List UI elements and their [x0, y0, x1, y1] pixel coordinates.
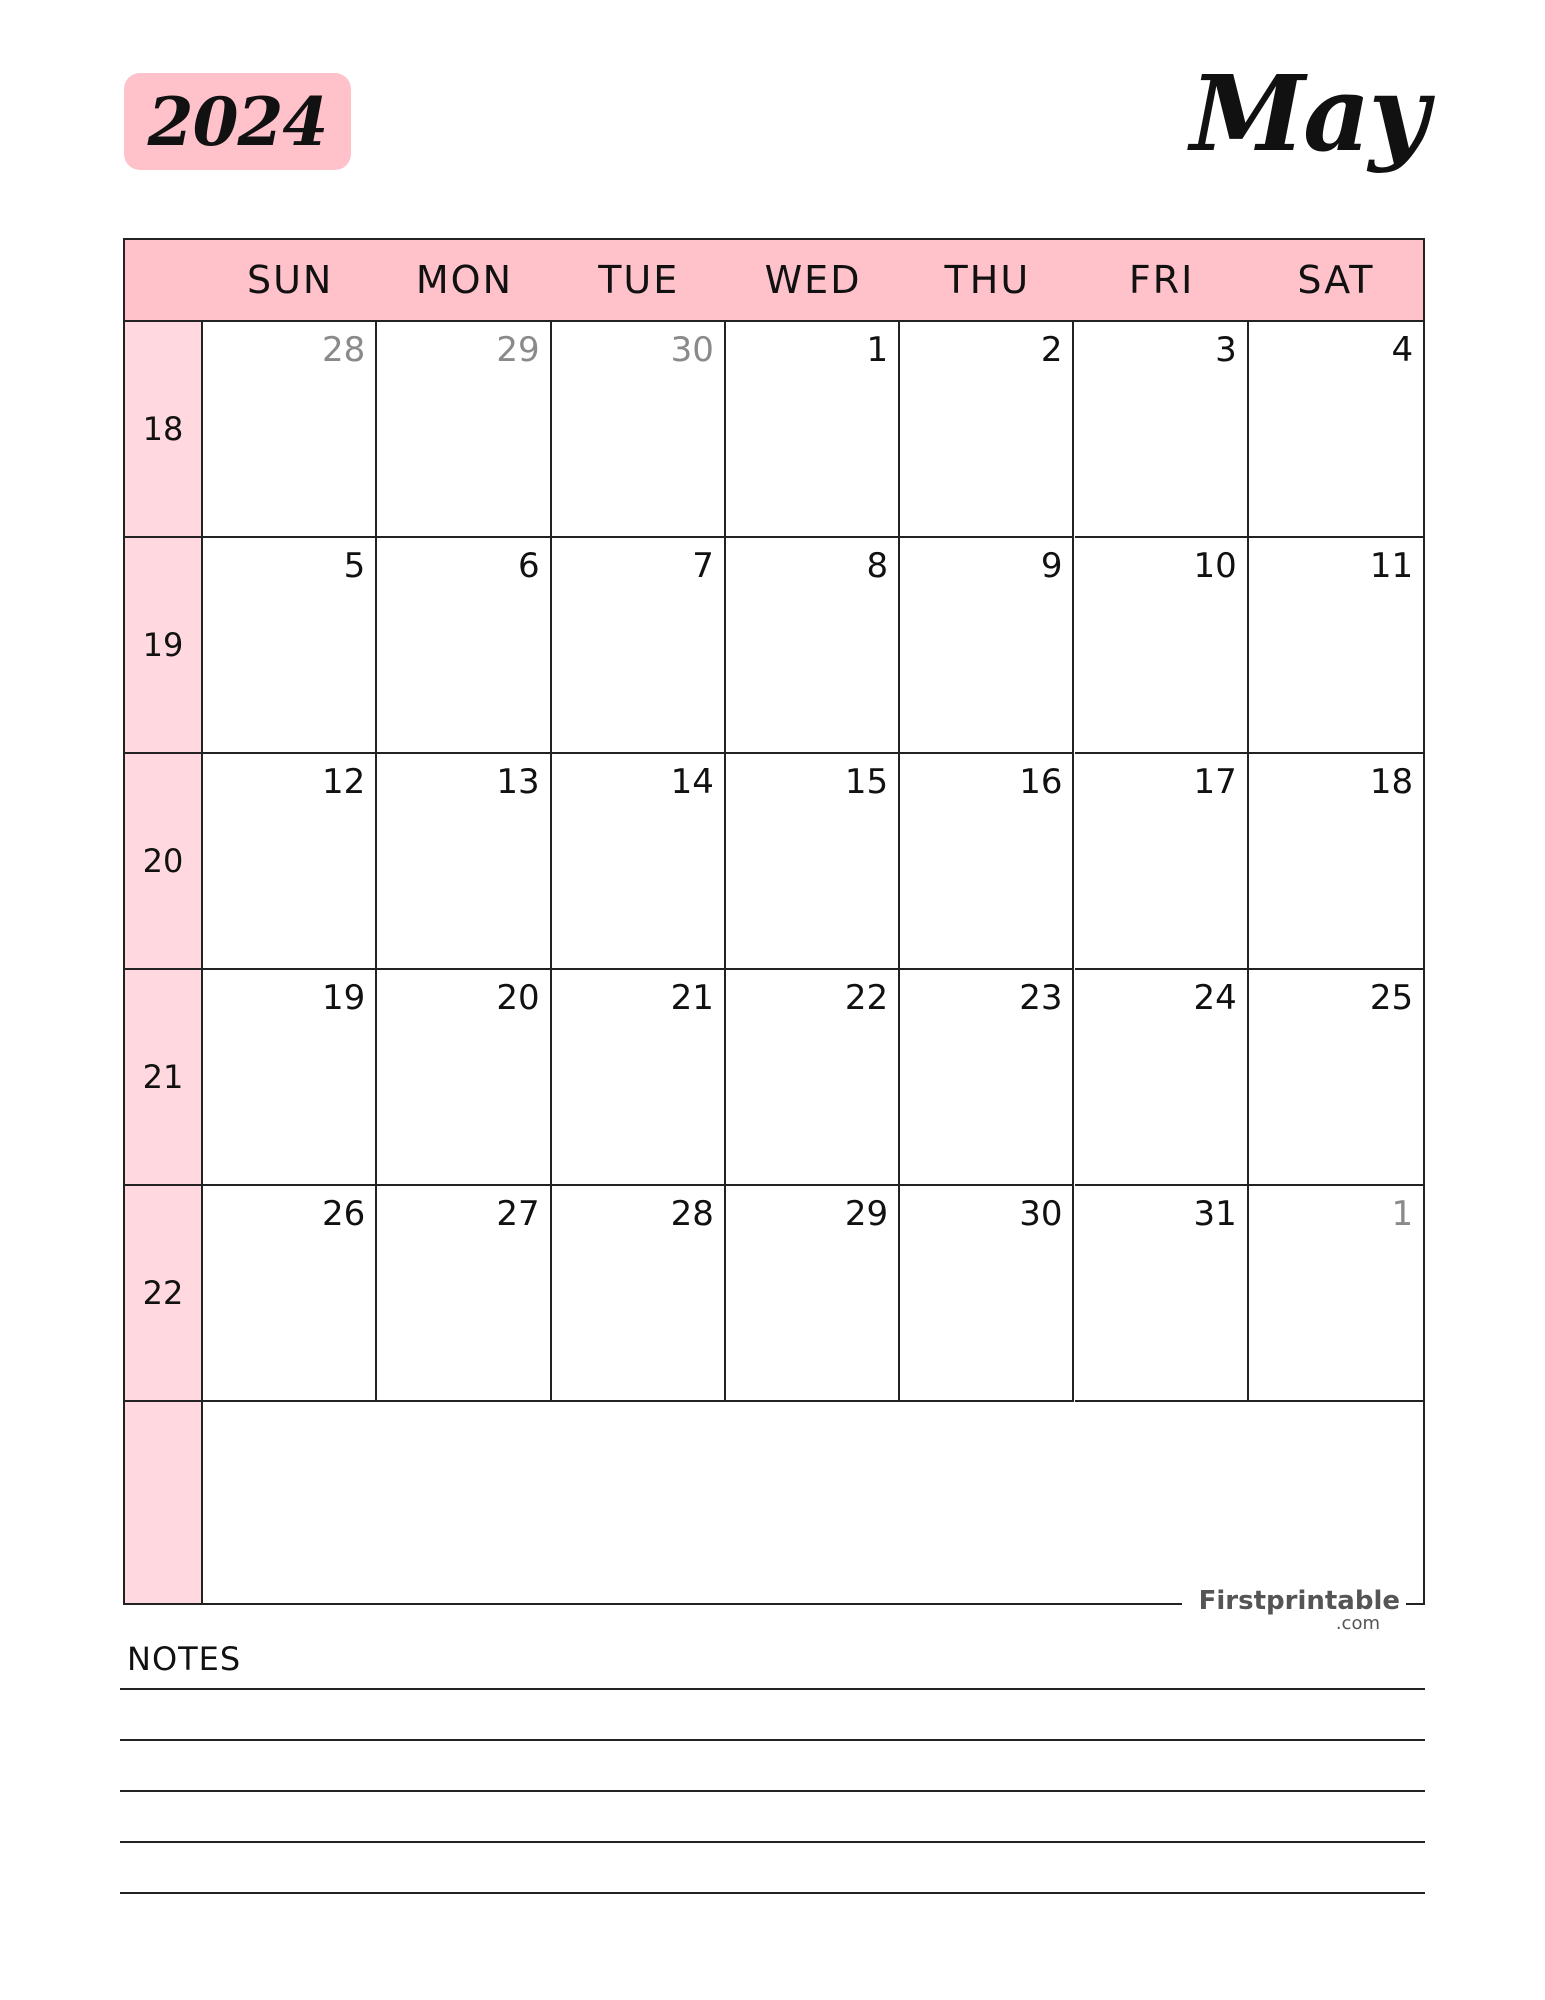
date-number: 15: [844, 762, 889, 802]
weekday-fri: FRI: [1128, 258, 1195, 302]
date-cell[interactable]: [726, 754, 900, 970]
month-title: May: [1190, 52, 1427, 175]
date-number: 27: [496, 1194, 540, 1234]
date-cell[interactable]: [552, 538, 726, 754]
date-cell[interactable]: [203, 322, 377, 538]
date-number: 22: [844, 978, 889, 1018]
note-line[interactable]: [120, 1739, 1425, 1741]
weekday-header-row: [125, 240, 1423, 322]
date-cell[interactable]: [1075, 538, 1249, 754]
date-grid: [203, 322, 1423, 1603]
brand-watermark: [1182, 1586, 1406, 1634]
date-cell[interactable]: [377, 970, 551, 1186]
date-number: 13: [496, 762, 540, 802]
date-number: 29: [844, 1194, 889, 1234]
note-line[interactable]: [120, 1841, 1425, 1843]
date-cell[interactable]: [203, 538, 377, 754]
brand-tld: .com: [1335, 1613, 1380, 1634]
calendar-grid: [123, 238, 1425, 1605]
week-number: 19: [125, 538, 201, 754]
date-cell[interactable]: [377, 754, 551, 970]
date-number: 10: [1193, 546, 1237, 586]
week-number: 21: [125, 970, 201, 1186]
date-cell[interactable]: [1075, 970, 1249, 1186]
date-number: 2: [1040, 330, 1063, 370]
date-number: 1: [866, 330, 889, 370]
blank-row: [203, 1402, 1423, 1603]
date-cell[interactable]: [900, 970, 1074, 1186]
date-number: 28: [670, 1194, 714, 1234]
date-number: 30: [1019, 1194, 1063, 1234]
week-number: 20: [125, 754, 201, 970]
date-cell[interactable]: [1249, 322, 1423, 538]
date-cell[interactable]: [726, 322, 900, 538]
date-cell[interactable]: [1249, 538, 1423, 754]
date-number: 28: [322, 330, 366, 370]
date-number: 19: [322, 978, 366, 1018]
date-cell[interactable]: [377, 1186, 551, 1402]
date-cell[interactable]: [900, 538, 1074, 754]
year-label: 2024: [147, 82, 328, 161]
weekday-wed: WED: [764, 258, 862, 302]
date-cell[interactable]: [726, 538, 900, 754]
date-cell[interactable]: [1249, 970, 1423, 1186]
date-number: 18: [1369, 762, 1414, 802]
date-number: 11: [1369, 546, 1414, 586]
date-number: 1: [1391, 1194, 1414, 1234]
weekday-sat: SAT: [1297, 258, 1375, 302]
date-number: 5: [343, 546, 366, 586]
date-cell[interactable]: [1075, 1186, 1249, 1402]
weekday-thu: THU: [944, 258, 1031, 302]
date-cell[interactable]: [726, 1186, 900, 1402]
week-number: 18: [125, 322, 201, 538]
date-cell[interactable]: [552, 970, 726, 1186]
year-badge: [124, 73, 351, 170]
date-cell[interactable]: [552, 322, 726, 538]
date-number: 14: [670, 762, 714, 802]
date-number: 12: [322, 762, 366, 802]
note-line[interactable]: [120, 1688, 1425, 1690]
date-number: 31: [1193, 1194, 1237, 1234]
date-cell[interactable]: [377, 322, 551, 538]
date-cell[interactable]: [552, 754, 726, 970]
date-number: 6: [517, 546, 540, 586]
date-number: 4: [1391, 330, 1414, 370]
date-number: 9: [1040, 546, 1063, 586]
date-number: 30: [670, 330, 714, 370]
date-cell[interactable]: [203, 1186, 377, 1402]
date-cell[interactable]: [203, 754, 377, 970]
weekday-sun: SUN: [246, 258, 334, 302]
date-cell[interactable]: [203, 970, 377, 1186]
date-number: 26: [322, 1194, 366, 1234]
weekday-tue: TUE: [598, 258, 680, 302]
date-number: 8: [866, 546, 889, 586]
date-cell[interactable]: [900, 1186, 1074, 1402]
date-cell[interactable]: [552, 1186, 726, 1402]
date-cell[interactable]: [726, 970, 900, 1186]
date-number: 25: [1369, 978, 1414, 1018]
date-number: 16: [1019, 762, 1063, 802]
date-number: 29: [496, 330, 540, 370]
note-line[interactable]: [120, 1892, 1425, 1894]
weekday-mon: MON: [415, 258, 513, 302]
date-number: 20: [496, 978, 540, 1018]
date-cell[interactable]: [900, 322, 1074, 538]
date-number: 24: [1193, 978, 1237, 1018]
date-cell[interactable]: [1249, 1186, 1423, 1402]
brand-name: Firstprintable: [1198, 1586, 1400, 1616]
date-cell[interactable]: [377, 538, 551, 754]
notes-title: NOTES: [127, 1640, 242, 1678]
date-number: 7: [692, 546, 714, 586]
date-number: 17: [1193, 762, 1237, 802]
week-number-column: [125, 322, 203, 1603]
date-cell[interactable]: [1075, 322, 1249, 538]
date-cell[interactable]: [900, 754, 1074, 970]
date-cell[interactable]: [1075, 754, 1249, 970]
date-number: 23: [1019, 978, 1063, 1018]
note-line[interactable]: [120, 1790, 1425, 1792]
date-number: 21: [670, 978, 714, 1018]
week-number: 22: [125, 1186, 201, 1402]
date-cell[interactable]: [1249, 754, 1423, 970]
date-number: 3: [1215, 330, 1237, 370]
